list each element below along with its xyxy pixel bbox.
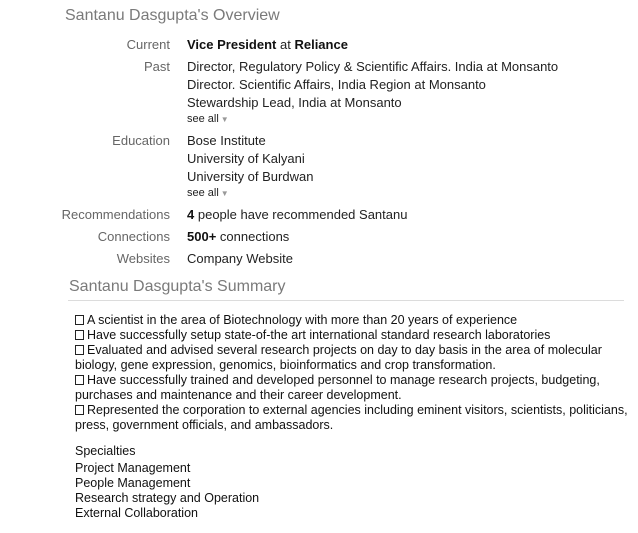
- summary-bullet: [75, 373, 635, 403]
- summary-divider: [68, 300, 624, 301]
- summary-bullet-text: Represented the corporation to external agencies including eminent visitors, scientists, politicians, press, government officials, and ambassadors.: [75, 403, 628, 432]
- connections-value: [187, 229, 289, 244]
- bullet-icon: [75, 375, 84, 385]
- company-website-link[interactable]: Company Website: [187, 251, 293, 266]
- current-company[interactable]: Reliance: [294, 37, 348, 52]
- education-item[interactable]: Bose Institute: [187, 133, 266, 148]
- summary-bullet-text: Evaluated and advised several research projects on day to day basis in the area of molecular biology, gene expression, genomics, bioinformatics and crop transformation.: [75, 343, 602, 372]
- past-see-all-label: see all: [187, 113, 219, 125]
- websites-label: Websites: [116, 251, 170, 266]
- past-item[interactable]: Director, Regulatory Policy & Scientific Affairs. India at Monsanto: [187, 59, 559, 74]
- past-see-all-link[interactable]: [187, 113, 229, 125]
- recommendations-value[interactable]: [187, 207, 407, 222]
- past-item[interactable]: Director. Scientific Affairs, India Region at Monsanto: [187, 77, 486, 92]
- education-see-all-label: see all: [187, 187, 219, 199]
- education-item[interactable]: University of Burdwan: [187, 169, 314, 184]
- specialties-heading: Specialties: [75, 444, 136, 458]
- chevron-down-icon: ▼: [220, 189, 229, 198]
- summary-bullet-text: Have successfully setup state-of-the art international standard research laboratories: [87, 328, 551, 342]
- specialty-item: Project Management: [75, 461, 191, 475]
- current-connector: at: [280, 37, 291, 52]
- specialty-item: People Management: [75, 476, 191, 490]
- summary-body: [75, 313, 635, 433]
- summary-bullet: [75, 313, 635, 328]
- current-label: Current: [126, 37, 170, 52]
- overview-title: Santanu Dasgupta's Overview: [65, 7, 280, 24]
- summary-bullet: [75, 328, 635, 343]
- connections-text: connections: [219, 229, 290, 244]
- summary-title: Santanu Dasgupta's Summary: [69, 278, 286, 295]
- connections-count: 500+: [187, 229, 217, 244]
- specialty-item: External Collaboration: [75, 506, 198, 520]
- chevron-down-icon: ▼: [220, 115, 229, 124]
- bullet-icon: [75, 405, 84, 415]
- current-position: [187, 37, 348, 52]
- specialty-item: Research strategy and Operation: [75, 491, 260, 505]
- bullet-icon: [75, 345, 84, 355]
- past-label: Past: [143, 59, 170, 74]
- connections-label: Connections: [97, 229, 170, 244]
- summary-bullet: [75, 403, 635, 433]
- education-label: Education: [112, 133, 170, 148]
- bullet-icon: [75, 330, 84, 340]
- summary-bullet-text: Have successfully trained and developed personnel to manage research projects, budgeting, purchases and maintenance and their career development.: [75, 373, 600, 402]
- education-see-all-link[interactable]: [187, 187, 229, 199]
- recommendations-count: 4: [187, 207, 195, 222]
- recommendations-text: people have recommended Santanu: [197, 207, 408, 222]
- summary-bullet-text: A scientist in the area of Biotechnology with more than 20 years of experience: [87, 313, 518, 327]
- bullet-icon: [75, 315, 84, 325]
- summary-bullet: [75, 343, 635, 373]
- recommendations-label: Recommendations: [61, 207, 170, 222]
- past-item[interactable]: Stewardship Lead, India at Monsanto: [187, 95, 402, 110]
- current-title[interactable]: Vice President: [187, 37, 277, 52]
- education-item[interactable]: University of Kalyani: [187, 151, 305, 166]
